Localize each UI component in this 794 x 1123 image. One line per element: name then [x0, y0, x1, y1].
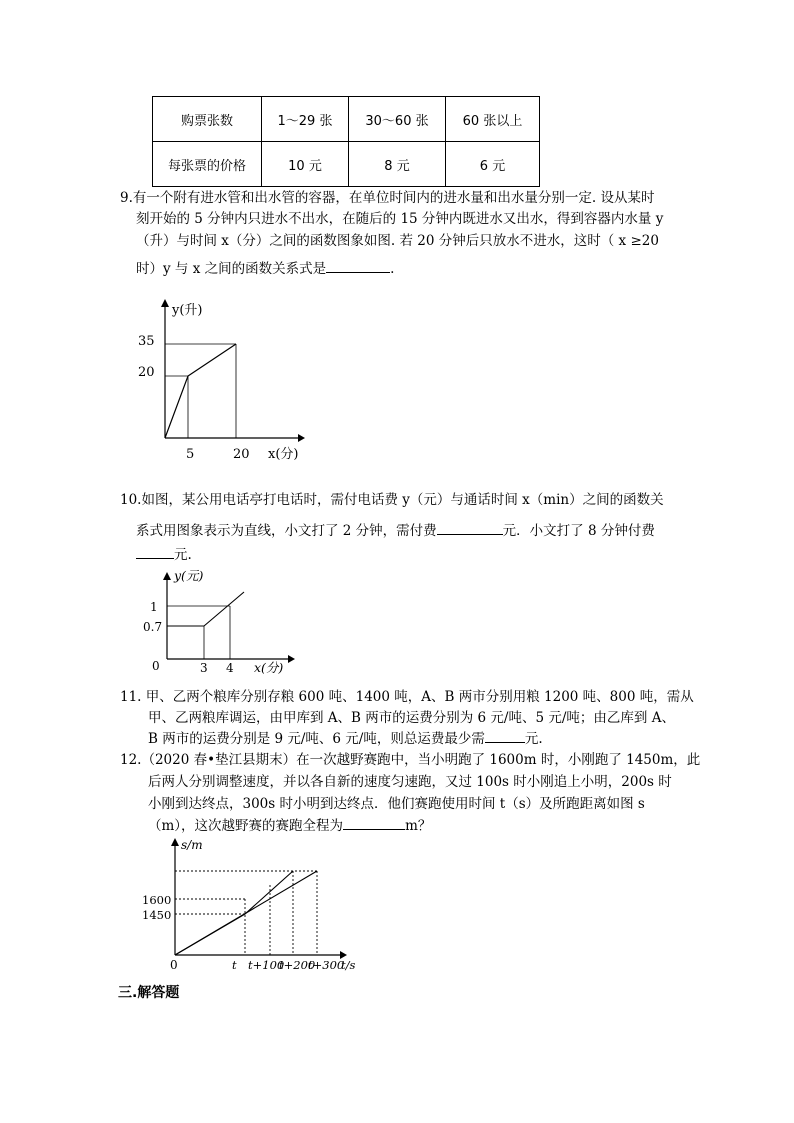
x-tick-label: 20: [233, 447, 250, 462]
y-tick-label: 1600: [142, 893, 172, 907]
table-cell: 60 张以上: [446, 97, 540, 142]
xiaogang-line: [175, 871, 293, 955]
table-row: [153, 97, 540, 142]
graph-line: [165, 344, 236, 438]
section-heading: 三.解答题: [118, 985, 180, 1001]
x-tick-label: 5: [186, 447, 195, 462]
q9-end: .: [390, 261, 395, 277]
q10-graph: [140, 566, 300, 676]
y-axis-arrow: [163, 572, 171, 580]
y-tick-label: 1: [150, 600, 158, 614]
x-axis-label: t/s: [341, 958, 356, 972]
q12-graph: [140, 832, 365, 974]
q12-line-3: 小刚到达终点，300s 时小明到达终点．他们赛跑使用时间 t（s）及所跑距离如图 s: [148, 796, 645, 812]
q10-line-2: [136, 521, 655, 540]
x-tick-label: t+100: [248, 958, 285, 972]
q11-line-3: [148, 729, 543, 748]
y-axis-arrow: [171, 838, 179, 846]
q12-text: （m），这次越野赛的赛跑全程为: [148, 818, 344, 834]
table-cell: 8 元: [349, 142, 446, 187]
table-cell: 1～29 张: [262, 97, 349, 142]
price-table: [152, 96, 540, 187]
q12-answer-blank[interactable]: [343, 816, 405, 830]
x-tick-label: t+200: [279, 958, 316, 972]
q9-graph: [130, 295, 320, 470]
q11-answer-blank[interactable]: [485, 729, 525, 743]
origin-label: 0: [152, 659, 160, 673]
q11-line-2: 甲、乙两粮库调运，由甲库到 A、B 两市的运费分别为 6 元/吨、5 元/吨；由乙库到 A、: [148, 710, 675, 726]
x-axis-arrow: [288, 655, 295, 663]
x-axis-label: x(分): [254, 660, 284, 675]
q12-end: m？: [405, 818, 432, 834]
graph-line: [167, 592, 244, 626]
x-tick-label: 4: [226, 661, 234, 675]
q10-answer-blank-2[interactable]: [136, 545, 174, 559]
q9-line-3: （升）与时间 x（分）之间的函数图象如图. 若 20 分钟后只放水不进水，这时（ x ≥20: [136, 233, 659, 249]
origin-label: 0: [170, 958, 178, 972]
q9-line-1: 9.有一个附有进水管和出水管的容器，在单位时间内的进水量和出水量分别一定. 设从某时: [120, 190, 655, 206]
q10-line-1: 10.如图，某公用电话亭打电话时，需付电话费 y（元）与通话时间 x（min）之间的函数关: [120, 492, 664, 508]
y-tick-label: 0.7: [143, 620, 163, 634]
y-tick-label: 1450: [142, 908, 172, 922]
x-tick-label: t+300: [308, 958, 345, 972]
q10-text: 系式用图象表示为直线，小文打了 2 分钟，需付费: [136, 523, 437, 539]
q11-end: 元.: [524, 731, 543, 747]
q9-line-2: 刻开始的 5 分钟内只进水不出水，在随后的 15 分钟内既进水又出水，得到容器内水量 y: [136, 211, 664, 227]
table-cell: 购票张数: [153, 97, 262, 142]
q11-text: B 两市的运费分别是 9 元/吨、6 元/吨，则总运费最少需: [148, 731, 485, 747]
table-cell: 6 元: [446, 142, 540, 187]
q11-line-1: 11. 甲、乙两个粮库分别存粮 600 吨、1400 吨，A、B 两市分别用粮 1200 吨、800 吨，需从: [120, 689, 694, 705]
y-axis-label: y(升): [172, 303, 203, 318]
q10-line-3: [136, 545, 192, 564]
q9-answer-blank[interactable]: [326, 259, 390, 273]
y-tick-label: 20: [138, 365, 155, 380]
y-tick-label: 35: [138, 334, 155, 349]
q9-text: 时）y 与 x 之间的函数关系式是: [136, 261, 327, 277]
y-axis-arrow: [161, 299, 169, 307]
table-row: [153, 142, 540, 187]
x-tick-label: t: [232, 958, 237, 972]
x-tick-label: 3: [200, 661, 208, 675]
q10-text: 元．小文打了 8 分钟付费: [502, 523, 655, 539]
x-axis-label: x(分): [268, 447, 299, 462]
q10-answer-blank-1[interactable]: [437, 521, 503, 535]
table-cell: 每张票的价格: [153, 142, 262, 187]
q12-line-2: 后两人分别调整速度，并以各自新的速度匀速跑，又过 100s 时小刚追上小明，200s 时: [148, 774, 672, 790]
q9-line-4: [136, 259, 394, 278]
y-axis-label: y(元): [174, 568, 204, 583]
q12-line-1: 12.（2020 春•垫江县期末）在一次越野赛跑中，当小明跑了 1600m 时，小刚跑了 1450m，此: [120, 752, 701, 768]
q10-text: 元.: [174, 547, 192, 563]
table-cell: 30～60 张: [349, 97, 446, 142]
x-axis-arrow: [298, 434, 305, 442]
y-axis-label: s/m: [181, 838, 203, 852]
table-cell: 10 元: [262, 142, 349, 187]
